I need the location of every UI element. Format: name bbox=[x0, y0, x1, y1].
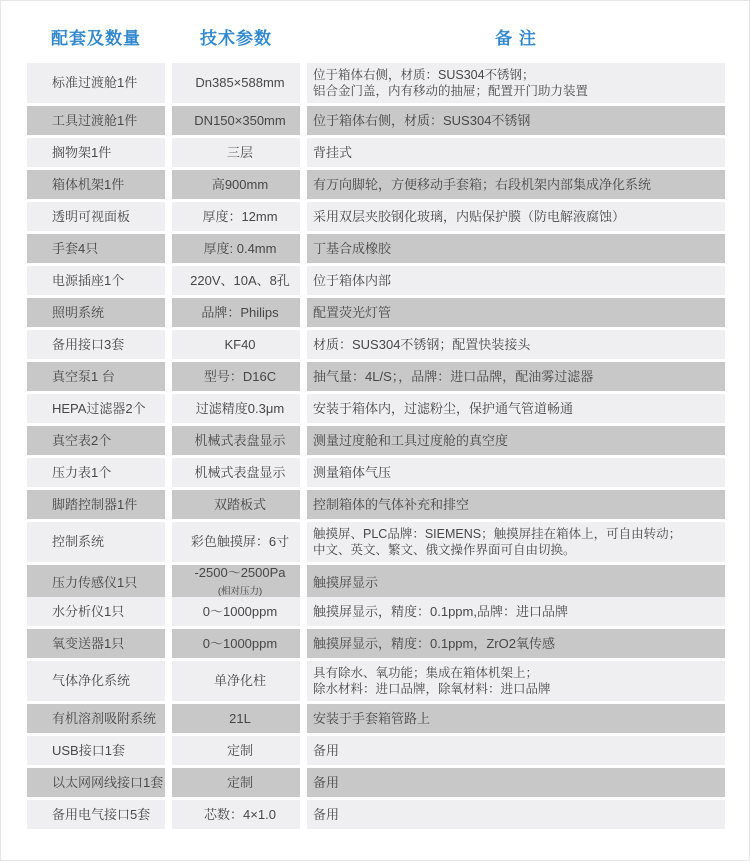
table-row bbox=[27, 234, 725, 263]
remark-line: 测量过度舱和工具过度舱的真空度 bbox=[313, 432, 509, 448]
parameter-value: 型号：D16C bbox=[203, 368, 277, 384]
remark-line: 配置荧光灯管 bbox=[313, 304, 392, 320]
remark-cell bbox=[307, 202, 725, 231]
table-row bbox=[27, 661, 725, 701]
item-name-cell: 搁物架1件 bbox=[27, 138, 165, 167]
item-name-cell: 水分析仪1只 bbox=[27, 597, 165, 626]
remark-line: 触摸屏显示 bbox=[313, 574, 379, 590]
remark-line: 具有除水、氧功能；集成在箱体机架上； bbox=[313, 666, 539, 680]
table-row bbox=[27, 330, 725, 359]
table-row bbox=[27, 63, 725, 103]
parameter-value: -2500～2500Pa bbox=[194, 565, 286, 580]
remark-line: 丁基合成橡胶 bbox=[313, 240, 392, 256]
item-name-cell: 电源插座1个 bbox=[27, 266, 165, 295]
table-row bbox=[27, 202, 725, 231]
table-row bbox=[27, 458, 725, 487]
remark-line: 中文、英文、繁文、俄文操作界面可自由切换。 bbox=[313, 543, 576, 557]
remark-line: 背挂式 bbox=[313, 144, 353, 160]
parameter-cell bbox=[172, 362, 300, 391]
parameter-cell bbox=[172, 63, 300, 103]
table-header-row bbox=[27, 25, 725, 53]
remark-line: 位于箱体右侧，材质：SUS304不锈钢； bbox=[313, 68, 535, 82]
remark-cell bbox=[307, 800, 725, 829]
remark-line: 有万向脚轮，方便移动手套箱；右段机架内部集成净化系统 bbox=[313, 176, 652, 192]
parameter-cell bbox=[172, 106, 300, 135]
item-name-cell: 控制系统 bbox=[27, 522, 165, 562]
item-name-cell: 箱体机架1件 bbox=[27, 170, 165, 199]
remark-line: 触摸屏、PLC品牌：SIEMENS；触摸屏挂在箱体上，可自由转动； bbox=[313, 527, 682, 541]
remark-line: 材质：SUS304不锈钢；配置快装接头 bbox=[313, 336, 531, 352]
remark-cell bbox=[307, 234, 725, 263]
parameter-cell bbox=[172, 629, 300, 658]
table-row bbox=[27, 565, 725, 597]
table-row bbox=[27, 362, 725, 391]
header-col-accessories-quantity: 配套及数量 bbox=[51, 29, 141, 48]
parameter-cell bbox=[172, 768, 300, 797]
parameter-cell bbox=[172, 736, 300, 765]
remark-line: 触摸屏显示，精度：0.1ppm，ZrO2氧传感 bbox=[313, 635, 555, 651]
table-row bbox=[27, 170, 725, 199]
remark-cell bbox=[307, 768, 725, 797]
remark-line: 安装于箱体内，过滤粉尘，保护通气管道畅通 bbox=[313, 400, 574, 416]
item-name-cell: USB接口1套 bbox=[27, 736, 165, 765]
remark-line: 备用 bbox=[313, 742, 340, 758]
table-row bbox=[27, 522, 725, 562]
remark-cell bbox=[307, 629, 725, 658]
parameter-value: 机械式表盘显示 bbox=[194, 464, 286, 480]
parameter-value: 高900mm bbox=[211, 176, 269, 192]
item-name-cell: 照明系统 bbox=[27, 298, 165, 327]
parameter-value: KF40 bbox=[224, 336, 256, 352]
remark-cell bbox=[307, 266, 725, 295]
item-name-cell: 工具过渡舱1件 bbox=[27, 106, 165, 135]
parameter-value: 机械式表盘显示 bbox=[194, 432, 286, 448]
remark-cell bbox=[307, 490, 725, 519]
remark-line: 控制箱体的气体补充和排空 bbox=[313, 496, 470, 512]
remark-cell bbox=[307, 565, 725, 600]
remark-cell bbox=[307, 597, 725, 626]
parameter-cell bbox=[172, 597, 300, 626]
parameter-value: 三层 bbox=[226, 144, 253, 160]
table-row bbox=[27, 266, 725, 295]
remark-line: 备用 bbox=[313, 806, 340, 822]
item-name-cell: 备用接口3套 bbox=[27, 330, 165, 359]
remark-cell bbox=[307, 170, 725, 199]
item-name-cell: 压力表1个 bbox=[27, 458, 165, 487]
remark-cell bbox=[307, 426, 725, 455]
parameter-cell bbox=[172, 458, 300, 487]
remark-cell bbox=[307, 522, 725, 562]
parameter-value: 220V、10A、8孔 bbox=[190, 272, 290, 288]
remark-cell bbox=[307, 330, 725, 359]
parameter-value: 定制 bbox=[226, 742, 253, 758]
item-name-cell: 以太网网线接口1套 bbox=[27, 768, 165, 797]
remark-cell bbox=[307, 704, 725, 733]
remark-line: 铝合金门盖，内有移动的抽屉；配置开门助力装置 bbox=[313, 84, 589, 98]
header-col-remarks: 备 注 bbox=[495, 29, 537, 48]
parameter-cell bbox=[172, 704, 300, 733]
table-body bbox=[27, 63, 725, 829]
parameter-value: 0～1000ppm bbox=[202, 603, 278, 619]
spec-table bbox=[27, 25, 725, 832]
parameter-value: 双踏板式 bbox=[213, 496, 266, 512]
remark-cell bbox=[307, 458, 725, 487]
remark-line: 采用双层夹胶钢化玻璃，内贴保护膜（防电解液腐蚀） bbox=[313, 208, 626, 224]
parameter-note: (相对压力) bbox=[217, 586, 263, 597]
header-col-technical-parameters: 技术参数 bbox=[200, 29, 272, 48]
parameter-cell bbox=[172, 330, 300, 359]
table-row bbox=[27, 629, 725, 658]
remark-cell bbox=[307, 736, 725, 765]
item-name-cell: 气体净化系统 bbox=[27, 661, 165, 701]
item-name-cell: 手套4只 bbox=[27, 234, 165, 263]
remark-cell bbox=[307, 362, 725, 391]
item-name-cell: HEPA过滤器2个 bbox=[27, 394, 165, 423]
item-name-cell: 真空泵1 台 bbox=[27, 362, 165, 391]
parameter-value: DN150×350mm bbox=[194, 112, 286, 128]
table-row bbox=[27, 138, 725, 167]
table-row bbox=[27, 597, 725, 626]
parameter-value: 过滤精度0.3μm bbox=[195, 400, 285, 416]
parameter-cell bbox=[172, 661, 300, 701]
item-name-cell: 标准过渡舱1件 bbox=[27, 63, 165, 103]
parameter-cell bbox=[172, 522, 300, 562]
remark-cell bbox=[307, 394, 725, 423]
parameter-cell bbox=[172, 394, 300, 423]
parameter-value: 单净化柱 bbox=[213, 673, 266, 688]
item-name-cell: 氧变送器1只 bbox=[27, 629, 165, 658]
remark-line: 安装于手套箱管路上 bbox=[313, 710, 431, 726]
parameter-value: 厚度：12mm bbox=[202, 208, 278, 224]
parameter-cell bbox=[172, 426, 300, 455]
parameter-cell bbox=[172, 565, 300, 600]
item-name-cell: 透明可视面板 bbox=[27, 202, 165, 231]
parameter-cell bbox=[172, 298, 300, 327]
table-row bbox=[27, 768, 725, 797]
parameter-cell bbox=[172, 138, 300, 167]
table-row bbox=[27, 800, 725, 829]
remark-cell bbox=[307, 106, 725, 135]
parameter-value: 定制 bbox=[226, 774, 253, 790]
remark-line: 抽气量：4L/S；，品牌：进口品牌，配油雾过滤器 bbox=[313, 368, 594, 384]
remark-line: 测量箱体气压 bbox=[313, 464, 392, 480]
parameter-cell bbox=[172, 202, 300, 231]
item-name-cell: 真空表2个 bbox=[27, 426, 165, 455]
parameter-value: 品牌：Philips bbox=[201, 304, 279, 320]
parameter-value: 0～1000ppm bbox=[202, 635, 278, 651]
parameter-value: 彩色触摸屏：6寸 bbox=[190, 534, 290, 549]
remark-cell bbox=[307, 298, 725, 327]
parameter-cell bbox=[172, 234, 300, 263]
remark-line: 位于箱体右侧，材质：SUS304不锈钢 bbox=[313, 112, 531, 128]
parameter-cell bbox=[172, 800, 300, 829]
parameter-value: 21L bbox=[229, 710, 251, 726]
item-name-cell: 压力传感仪1只 bbox=[27, 565, 165, 600]
table-row bbox=[27, 298, 725, 327]
remark-line: 位于箱体内部 bbox=[313, 272, 392, 288]
parameter-cell bbox=[172, 490, 300, 519]
remark-line: 触摸屏显示，精度：0.1ppm,品牌：进口品牌 bbox=[313, 603, 568, 619]
item-name-cell: 备用电气接口5套 bbox=[27, 800, 165, 829]
parameter-value: Dn385×588mm bbox=[195, 75, 285, 90]
remark-cell bbox=[307, 63, 725, 103]
table-row bbox=[27, 426, 725, 455]
parameter-value: 芯数：4×1.0 bbox=[204, 806, 276, 822]
table-row bbox=[27, 106, 725, 135]
parameter-cell bbox=[172, 170, 300, 199]
item-name-cell: 有机溶剂吸附系统 bbox=[27, 704, 165, 733]
parameter-cell bbox=[172, 266, 300, 295]
table-row bbox=[27, 394, 725, 423]
parameter-value: 厚度: 0.4mm bbox=[203, 240, 277, 256]
table-row bbox=[27, 490, 725, 519]
table-row bbox=[27, 736, 725, 765]
remark-cell bbox=[307, 138, 725, 167]
remark-cell bbox=[307, 661, 725, 701]
item-name-cell: 脚踏控制器1件 bbox=[27, 490, 165, 519]
table-row bbox=[27, 704, 725, 733]
remark-line: 备用 bbox=[313, 774, 340, 790]
remark-line: 除水材料：进口品牌，除氧材料：进口品牌 bbox=[313, 682, 551, 696]
